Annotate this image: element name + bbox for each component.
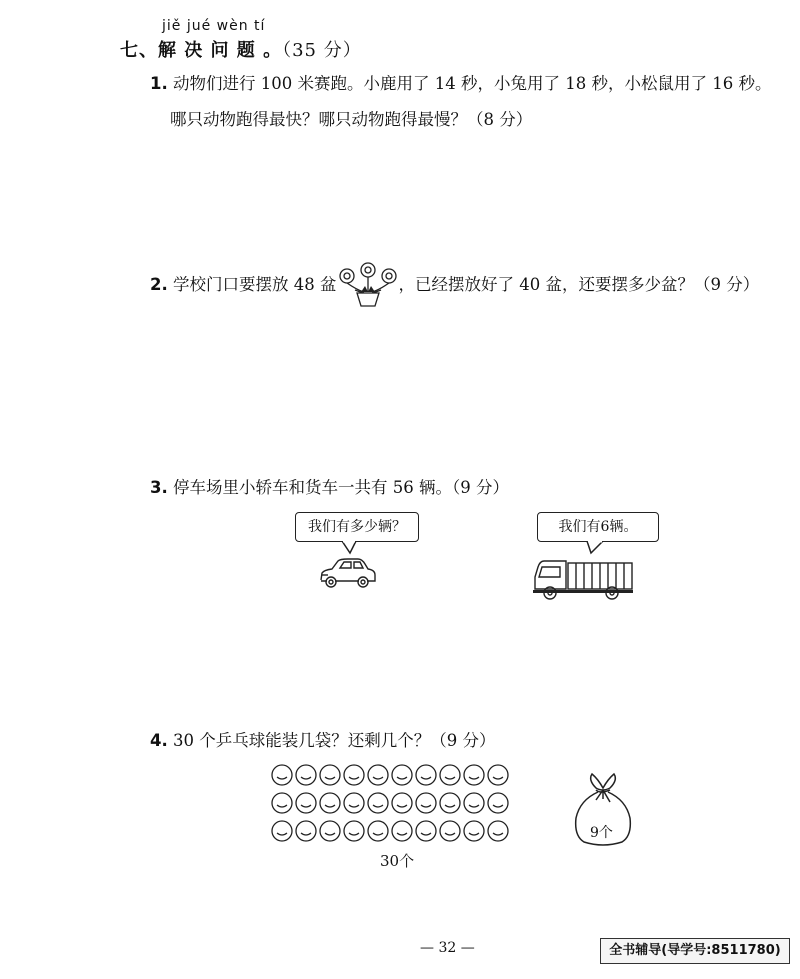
- question-1-line1: 动物们进行 100 米赛跑。小鹿用了 14 秒，小兔用了 18 秒，小松鼠用了 16 秒。: [173, 74, 772, 93]
- question-1: [150, 72, 771, 96]
- ping-pong-ball: [344, 765, 364, 785]
- car-bubble-text: 我们有多少辆？: [308, 519, 406, 535]
- ping-pong-ball: [416, 793, 436, 813]
- ping-pong-ball: [296, 821, 316, 841]
- question-2: [150, 273, 759, 298]
- section-score: （35 分）: [282, 40, 362, 61]
- question-3-text: 停车场里小轿车和货车一共有 56 辆。（9 分）: [173, 478, 509, 497]
- truck-icon: [530, 555, 636, 603]
- question-4-text: 30 个乒乓球能装几袋？还剩几个？（9 分）: [173, 731, 496, 750]
- ping-pong-ball: [344, 821, 364, 841]
- truck-speech-bubble: [537, 512, 659, 542]
- question-2-text-before: 学校门口要摆放 48 盆: [173, 275, 337, 294]
- ping-pong-ball: [464, 765, 484, 785]
- ping-pong-ball: [440, 793, 460, 813]
- ping-pong-ball: [320, 821, 340, 841]
- ping-pong-ball: [272, 765, 292, 785]
- ping-pong-ball: [392, 793, 412, 813]
- question-4: [150, 729, 495, 753]
- ping-pong-ball: [320, 793, 340, 813]
- ping-pong-ball: [416, 765, 436, 785]
- section-title-text: 七、解 决 问 题 。: [120, 40, 283, 61]
- ping-pong-ball: [368, 793, 388, 813]
- bag-label: 9个: [590, 825, 613, 841]
- car-speech-bubble: [295, 512, 419, 542]
- ping-pong-ball: [296, 765, 316, 785]
- balls-count-label: 30个: [380, 852, 415, 870]
- ping-pong-ball: [488, 793, 508, 813]
- section-title: [120, 36, 362, 62]
- ping-pong-ball: [488, 765, 508, 785]
- ping-pong-ball: [272, 793, 292, 813]
- question-3: [150, 476, 509, 500]
- section-title-pinyin: jiě jué wèn tí: [162, 18, 266, 34]
- question-2-number: 2.: [150, 275, 168, 294]
- ping-pong-ball: [368, 765, 388, 785]
- question-3-number: 3.: [150, 478, 168, 497]
- question-2-text-after: ，已经摆放好了 40 盆，还要摆多少盆？（9 分）: [398, 275, 760, 294]
- page-number: — 32 —: [420, 940, 475, 956]
- ping-pong-ball: [272, 821, 292, 841]
- ping-pong-balls-grid: [270, 762, 520, 852]
- ping-pong-ball: [320, 765, 340, 785]
- guide-code-badge: 全书辅导(导学号:8511780): [600, 938, 790, 964]
- ping-pong-ball: [368, 821, 388, 841]
- ping-pong-ball: [440, 821, 460, 841]
- ping-pong-ball: [344, 793, 364, 813]
- truck-bubble-tail: [585, 541, 607, 555]
- question-1-number: 1.: [150, 74, 168, 93]
- question-4-number: 4.: [150, 731, 168, 750]
- car-icon: [318, 556, 378, 592]
- question-1-line2: 哪只动物跑得最快？哪只动物跑得最慢？（8 分）: [170, 110, 533, 129]
- ping-pong-ball: [296, 793, 316, 813]
- ping-pong-ball: [464, 793, 484, 813]
- ping-pong-ball: [464, 821, 484, 841]
- ping-pong-ball: [416, 821, 436, 841]
- ping-pong-ball: [440, 765, 460, 785]
- truck-bubble-text: 我们有6辆。: [558, 519, 638, 535]
- car-bubble-tail: [340, 541, 360, 555]
- ping-pong-ball: [392, 765, 412, 785]
- ping-pong-ball: [392, 821, 412, 841]
- flower-pot-icon: [337, 274, 399, 298]
- ping-pong-ball: [488, 821, 508, 841]
